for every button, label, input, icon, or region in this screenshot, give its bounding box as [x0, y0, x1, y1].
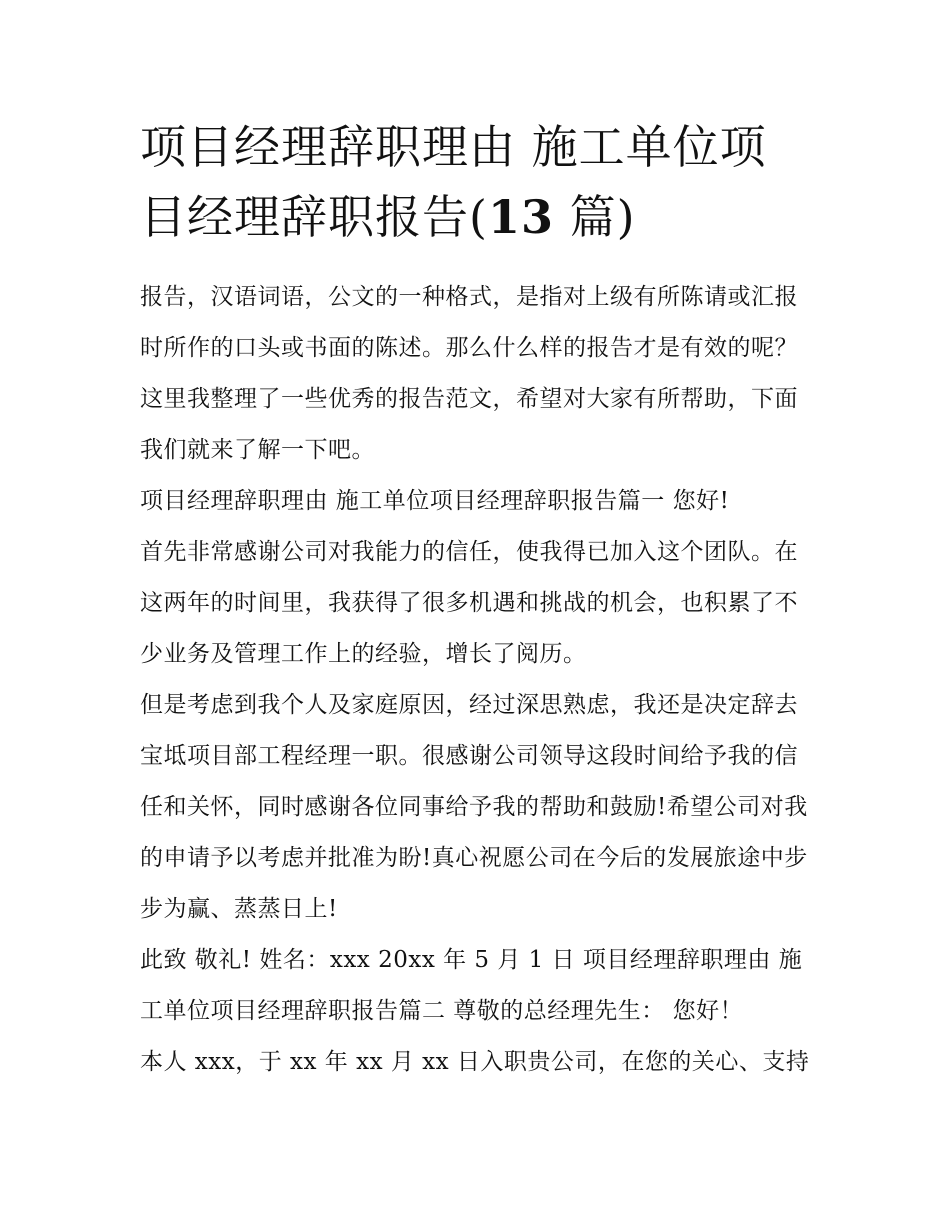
- document-title: [140, 112, 812, 252]
- paragraph-closing-and-section-two: 此致 敬礼! 姓名：xxx 20xx 年 5 月 1 日 项目经理辞职理由 施工单位项目经理辞职报告篇二 尊敬的总经理先生： 您好！: [140, 947, 803, 1024]
- paragraph-intro: 报告，汉语词语，公文的一种格式，是指对上级有所陈请或汇报时所作的口头或书面的陈述。那么什么样的报告才是有效的呢？这里我整理了一些优秀的报告范文，希望对大家有所帮助，下面我们就来了解一下吧。: [140, 284, 798, 463]
- document-body: [140, 272, 812, 1088]
- paragraph-section-two-body: 本人 xxx，于 xx 年 xx 月 xx 日入职贵公司，在您的关心、支持: [140, 1049, 810, 1075]
- paragraph-gratitude: 首先非常感谢公司对我能力的信任，使我得已加入这个团队。在这两年的时间里，我获得了很多机遇和挑战的机会，也积累了不少业务及管理工作上的经验，增长了阅历。: [140, 539, 798, 667]
- paragraph-resignation-reason: 但是考虑到我个人及家庭原因，经过深思熟虑，我还是决定辞去宝坻项目部工程经理一职。很感谢公司领导这段时间给予我的信任和关怀，同时感谢各位同事给予我的帮助和鼓励!希望公司对我的申请予以考虑并批准为盼!真心祝愿公司在今后的发展旅途中步步为赢、蒸蒸日上!: [140, 692, 808, 922]
- document-page: [140, 112, 812, 1088]
- title-line-1: 项目经理辞职理由 施工单位项: [140, 120, 767, 174]
- title-line-2-suffix: 篇): [553, 190, 636, 244]
- paragraph-section-one-heading: 项目经理辞职理由 施工单位项目经理辞职报告篇一 您好!: [140, 488, 730, 514]
- title-article-count: 13: [487, 190, 554, 244]
- title-line-2-text: 目经理辞职报告(: [140, 190, 488, 244]
